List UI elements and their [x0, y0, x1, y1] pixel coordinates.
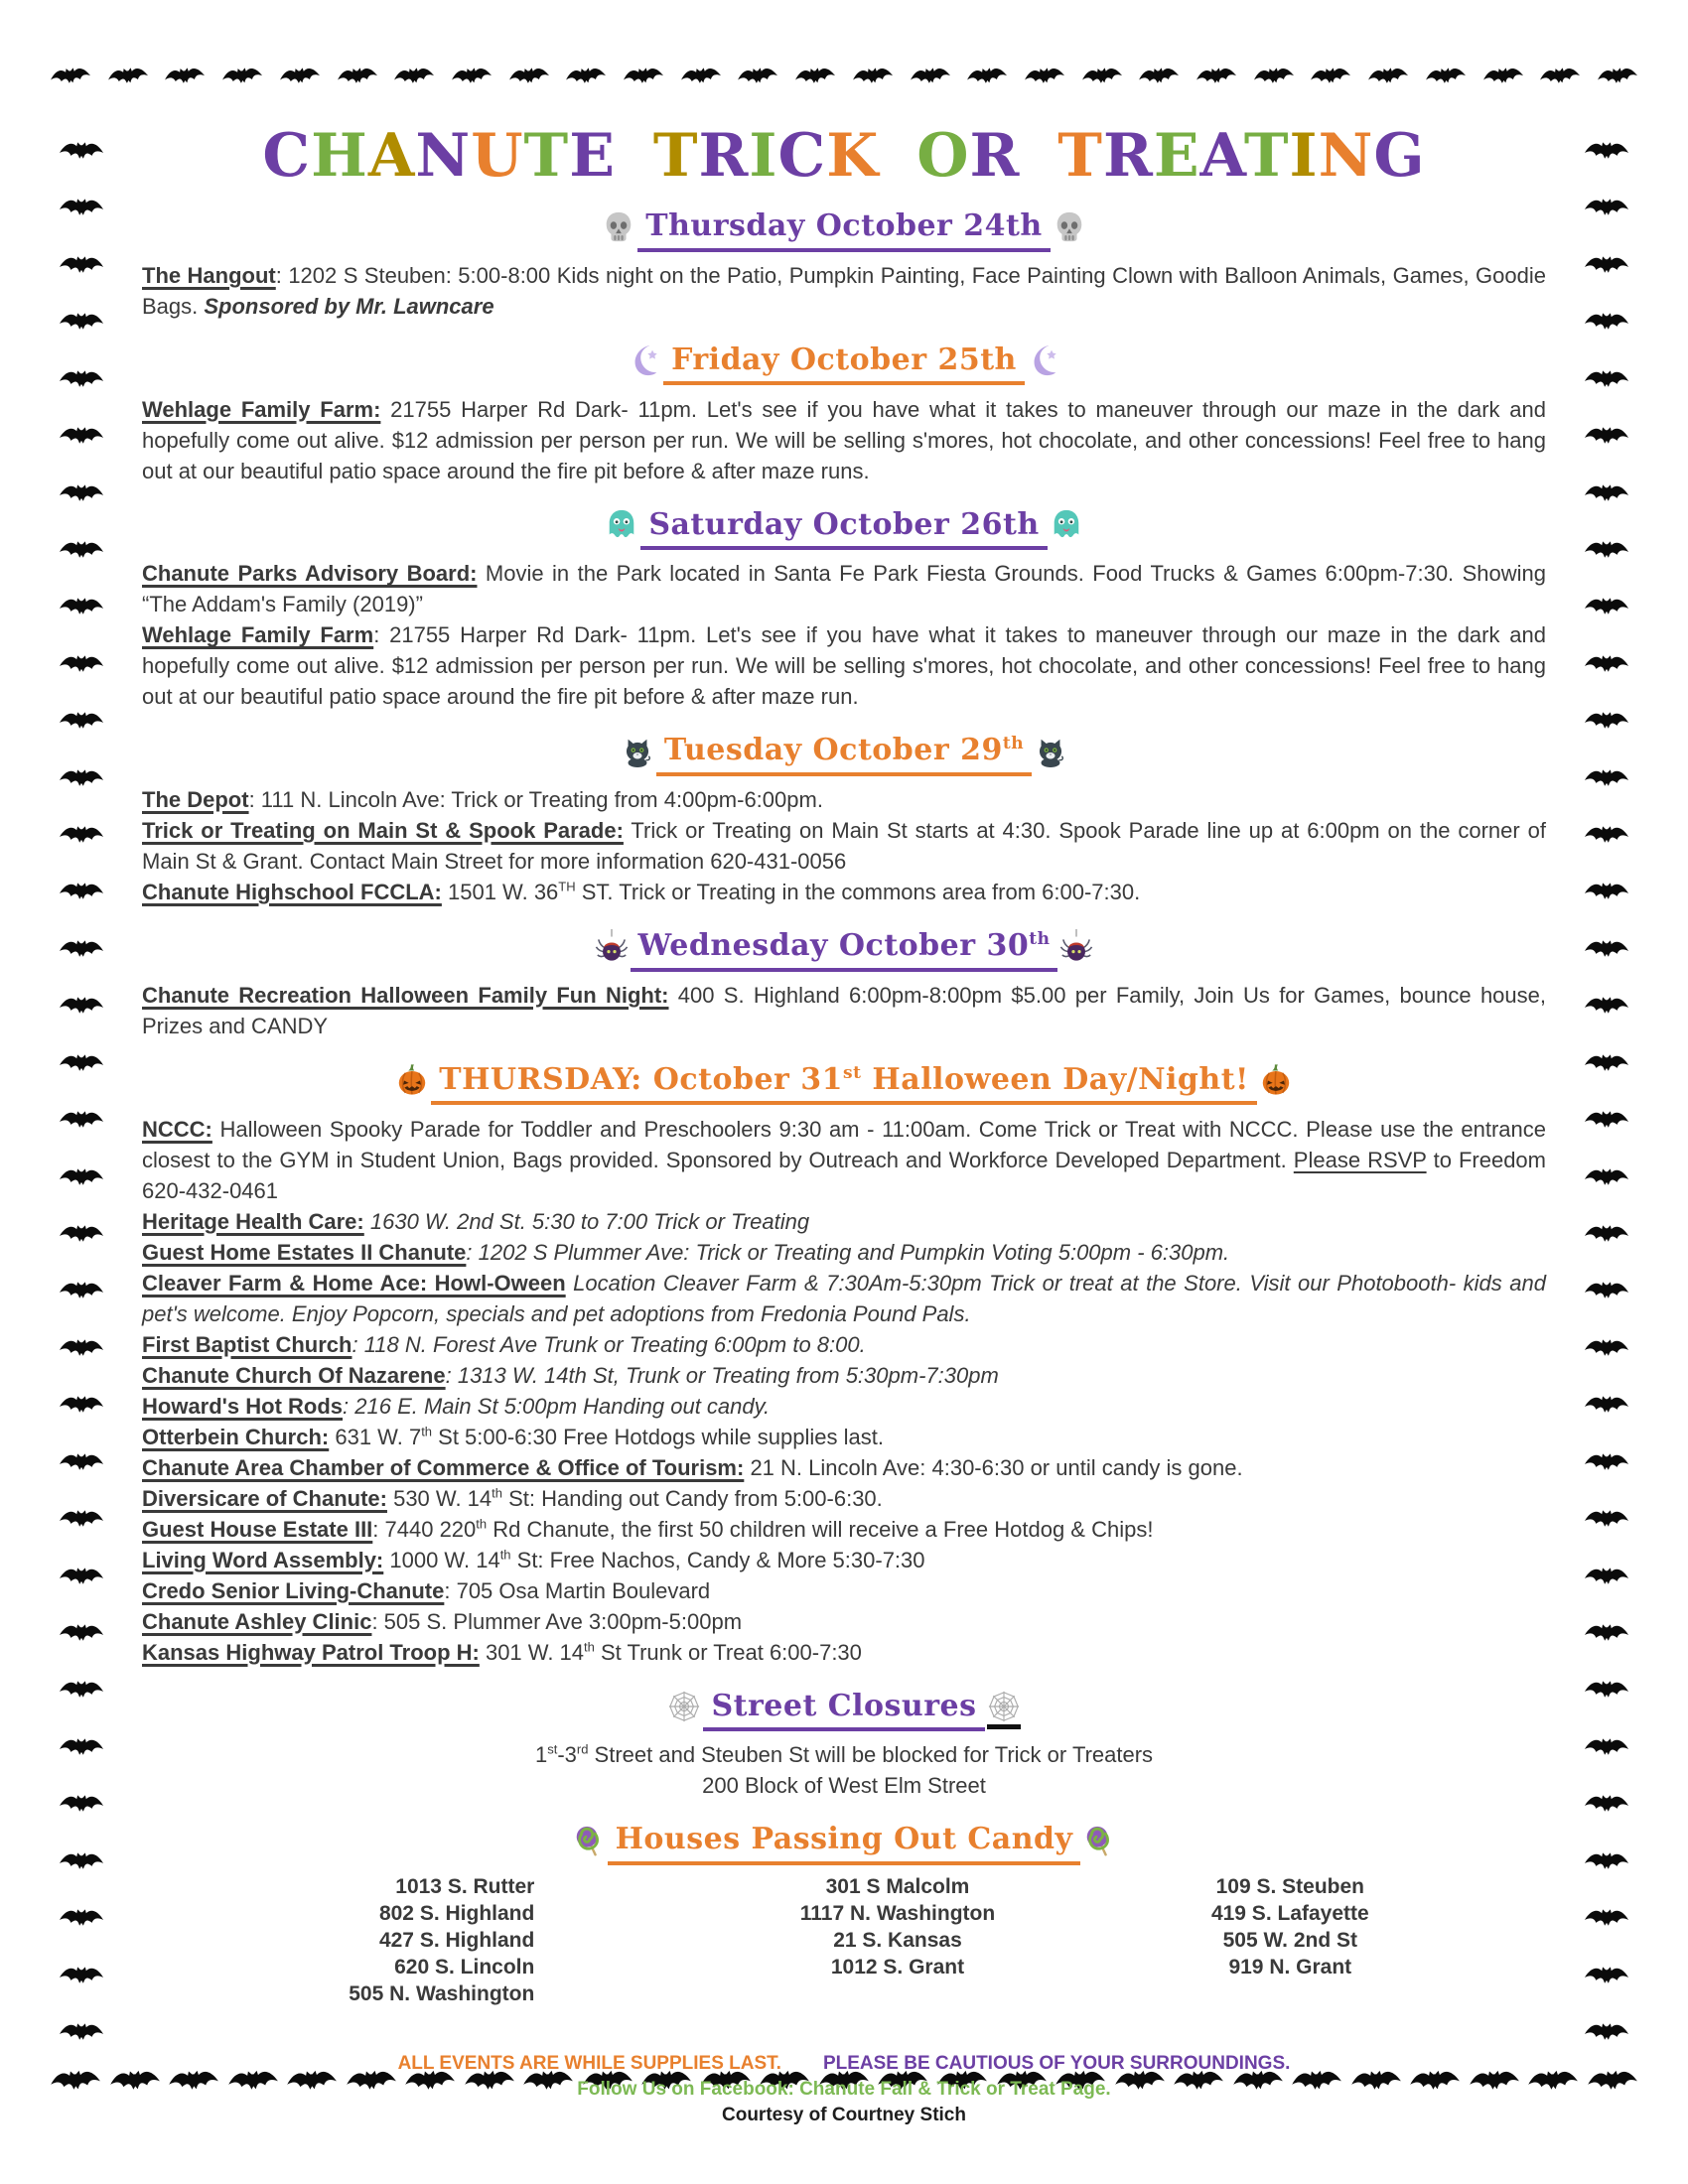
footer-line — [142, 2103, 1546, 2128]
bat-icon — [393, 64, 435, 90]
bat-icon — [1584, 1106, 1629, 1136]
bat-icon — [1584, 593, 1629, 622]
text-segment: Thursday October 24th — [645, 208, 1043, 243]
event-entry — [142, 394, 1546, 486]
bat-icon — [59, 536, 104, 566]
event-label: The Hangout — [142, 262, 276, 288]
bat-icon — [1584, 1847, 1629, 1877]
section-heading-text: Wednesday October 30th — [631, 927, 1058, 972]
skull-icon — [1053, 209, 1086, 243]
title-letter: O — [916, 121, 970, 191]
bat-icon — [59, 650, 104, 680]
bat-icon — [1584, 764, 1629, 794]
event-entry — [142, 1606, 1546, 1637]
section-thu31 — [142, 1061, 1546, 1668]
bat-icon — [279, 64, 321, 90]
bat-icon — [1587, 2065, 1638, 2099]
address-line: 301 S Malcolm — [825, 1875, 970, 1898]
title-letter: R — [698, 121, 750, 191]
event-sections — [142, 207, 1546, 2007]
pumpkin-icon — [395, 1063, 429, 1097]
bat-icon — [59, 365, 104, 395]
event-entry — [142, 980, 1546, 1041]
bat-icon — [1584, 194, 1629, 223]
title-letter: R — [1102, 121, 1154, 191]
bat-icon — [1584, 1790, 1629, 1820]
title-letter: U — [471, 121, 524, 191]
text-segment: : 1202 S Steuben: 5:00-8:00 Kids night on the Patio, Pumpkin Painting, Face Painting Clown with Balloon Animals, Games, Goodie Bags. — [142, 262, 1546, 319]
text-segment: : 118 N. Forest Ave Trunk or Treating 6:00pm to 8:00. — [352, 1331, 866, 1357]
bat-border-left — [52, 137, 111, 2048]
address-line: 505 N. Washington — [349, 1982, 535, 2005]
moon-icon — [628, 343, 661, 377]
section-heading-text — [608, 1821, 1081, 1865]
event-label: Wehlage Family Farm: — [142, 396, 381, 422]
section-heading-inner — [665, 1688, 1022, 1732]
bat-border-top — [50, 64, 1638, 90]
bat-icon — [1584, 1163, 1629, 1193]
bat-icon — [1196, 64, 1237, 90]
section-fri25 — [142, 341, 1546, 486]
text-segment: Trick or Treating on Main St starts at 4:30. Spook Parade line up at 6:00pm on the corner of Main St & Grant. Contact Main Street for more information 620-431-0056 — [142, 818, 1546, 874]
bat-icon — [1584, 821, 1629, 851]
title-letter: H — [311, 121, 368, 191]
section-heading-inner — [570, 1821, 1119, 1865]
event-label: Howard's Hot Rods — [142, 1393, 344, 1419]
event-entry — [142, 1206, 1546, 1237]
bat-icon — [164, 64, 206, 90]
address-column — [701, 1873, 1093, 2007]
text-segment: Sponsored by Mr. Lawncare — [204, 293, 494, 319]
title-letter: I — [1289, 121, 1319, 191]
text-segment: to Freedom 620-432-0461 — [142, 1147, 1546, 1203]
section-heading-inner — [393, 1061, 1295, 1106]
title-letter: G — [1373, 121, 1426, 191]
text-segment: : 111 N. Lincoln Ave: Trick or Treating from 4:00pm-6:00pm. — [248, 787, 823, 812]
section-heading — [142, 506, 1546, 552]
text-segment: 301 W. 14 — [479, 1639, 585, 1665]
text-segment: Street and Steuben St will be blocked for Trick or Treaters — [588, 1742, 1154, 1768]
bat-icon — [59, 251, 104, 281]
text-segment: Friday October 25th — [671, 341, 1017, 377]
bat-icon — [59, 878, 104, 907]
title-letter — [1020, 121, 1057, 191]
bat-icon — [59, 1106, 104, 1136]
text-segment: St Trunk or Treat 6:00-7:30 — [594, 1639, 862, 1665]
bat-icon — [1584, 1277, 1629, 1306]
bat-icon — [1584, 1676, 1629, 1706]
event-entry — [142, 784, 1546, 815]
section-wed30 — [142, 927, 1546, 1041]
bat-icon — [59, 1163, 104, 1193]
bat-icon — [59, 308, 104, 338]
footer-text: Follow Us on Facebook: Chanute Fall & Trick or Treat Page. — [577, 2079, 1111, 2100]
text-segment: 631 W. 7 — [329, 1424, 422, 1449]
event-label: Otterbein Church: — [142, 1424, 330, 1449]
section-heading — [142, 732, 1546, 777]
text-segment: 1630 W. 2nd St. 5:30 to 7:00 Trick or Treating — [363, 1208, 810, 1234]
text-segment: Movie in the Park located in Santa Fe Park Fiesta Grounds. Food Trucks & Games 6:00pm-7:30. Showing “The Addam's Family (2019)” — [142, 561, 1546, 617]
section-heading-text — [703, 1688, 984, 1732]
bat-icon — [1584, 992, 1629, 1022]
section-heading-inner — [600, 207, 1087, 252]
event-entry — [142, 1360, 1546, 1391]
skull-icon — [602, 209, 635, 243]
event-label: Credo Senior Living-Chanute — [142, 1577, 445, 1603]
bat-icon — [59, 479, 104, 509]
text-segment: Location Cleaver Farm & 7:30Am-5:30pm Trick or treat at the Store. Visit our Photobooth- kids and pet's welcome. Enjoy Popcorn, specials and pet adoptions from Fredonia Pound Pals. — [142, 1270, 1546, 1326]
section-heading-inner — [619, 732, 1069, 776]
title-letter: T — [1243, 121, 1290, 191]
section-sat26 — [142, 506, 1546, 713]
bat-icon — [1024, 64, 1065, 90]
section-heading-text: Tuesday October 29th — [656, 732, 1032, 776]
event-label: The Depot — [142, 787, 249, 812]
event-label: NCCC: — [142, 1116, 212, 1142]
text-segment: 21755 Harper Rd Dark- 11pm. Let's see if you have what it takes to maneuver through our maze in the dark and hopefully come out alive. $12 admission per person per run. We will be selling s'mores, hot chocolate, and other concessions! Feel free to hang out at our beautiful patio space around the fire pit before & after maze runs. — [142, 396, 1546, 483]
event-entry — [142, 815, 1546, 877]
section-heading-text — [637, 207, 1050, 252]
event-entry: 1st-3rd Street and Steuben St will be blocked for Trick or Treaters — [534, 1741, 1154, 1768]
section-tue29 — [142, 732, 1546, 907]
address-line: 802 S. Highland — [378, 1902, 535, 1925]
address-line: 427 S. Highland — [378, 1929, 535, 1952]
bat-icon — [1584, 1220, 1629, 1250]
title-letter — [879, 121, 916, 191]
bat-icon — [50, 2065, 101, 2099]
bat-icon — [337, 64, 378, 90]
bat-icon — [59, 1676, 104, 1706]
address-line: 505 W. 2nd St — [1222, 1929, 1357, 1952]
event-label: Chanute Ashley Clinic — [142, 1608, 372, 1634]
text-segment: : 1313 W. 14th St, Trunk or Treating from 5:30pm-7:30pm — [445, 1362, 999, 1388]
text-segment: Rd Chanute, the first 50 children will receive a Free Hotdog & Chips! — [487, 1516, 1154, 1542]
address-line: 21 S. Kansas — [833, 1929, 962, 1952]
text-segment: ST. Trick or Treating in the commons area from 6:00-7:30. — [575, 880, 1141, 904]
footer — [142, 2051, 1546, 2128]
text-segment: : 7440 220 — [372, 1516, 477, 1542]
bat-icon — [966, 64, 1008, 90]
event-label: Chanute Parks Advisory Board: — [142, 561, 478, 587]
bat-icon — [59, 1391, 104, 1421]
bat-icon — [59, 593, 104, 622]
text-segment: 1000 W. 14 — [383, 1547, 500, 1572]
bat-icon — [59, 1563, 104, 1592]
bat-icon — [59, 1847, 104, 1877]
event-label: Living Word Assembly: — [142, 1547, 384, 1572]
bat-icon — [1081, 64, 1123, 90]
title-letter: C — [262, 121, 312, 191]
bat-icon — [1584, 422, 1629, 452]
footer-line — [142, 2051, 1546, 2077]
event-label: Cleaver Farm & Home Ace: Howl-Oween — [142, 1270, 566, 1296]
candy-icon — [1082, 1824, 1116, 1857]
bat-icon — [1482, 64, 1524, 90]
bat-icon — [1584, 1049, 1629, 1079]
moon-icon — [1027, 343, 1060, 377]
text-segment: 400 S. Highland 6:00pm-8:00pm $5.00 per Family, Join Us for Games, bounce house, Prizes and CANDY — [142, 982, 1546, 1038]
title-letter: T — [652, 121, 699, 191]
bat-icon — [1584, 308, 1629, 338]
event-label: Chanute Recreation Halloween Family Fun Night: — [142, 982, 669, 1008]
section-street — [142, 1688, 1546, 1802]
bat-icon — [1584, 707, 1629, 737]
bat-icon — [59, 1220, 104, 1250]
section-heading-inner — [603, 506, 1084, 551]
title-letter: T — [1057, 121, 1103, 191]
address-line: 419 S. Lafayette — [1210, 1902, 1369, 1925]
bat-icon — [1584, 1505, 1629, 1535]
text-segment: 1 — [534, 1742, 548, 1768]
cat-icon — [621, 735, 654, 768]
bat-icon — [1138, 64, 1180, 90]
address-column — [142, 1873, 701, 2007]
footer-line — [142, 2077, 1546, 2103]
title-letter: N — [415, 121, 472, 191]
section-heading — [142, 1821, 1546, 1866]
text-segment: 200 Block of West Elm Street — [702, 1773, 986, 1799]
text-segment: 21 N. Lincoln Ave: 4:30-6:30 or until candy is gone. — [744, 1454, 1243, 1480]
event-entry — [142, 1575, 1546, 1606]
address-columns — [142, 1873, 1546, 2007]
address-column — [1094, 1873, 1546, 2007]
event-label: Wehlage Family Farm — [142, 622, 374, 648]
text-segment: -3 — [557, 1742, 577, 1768]
bat-icon — [59, 992, 104, 1022]
bat-icon — [565, 64, 607, 90]
cat-icon — [1034, 735, 1067, 768]
web-icon — [987, 1690, 1021, 1729]
event-label: Chanute Highschool FCCLA: — [142, 880, 442, 904]
ghost-icon — [605, 508, 638, 542]
text-segment: : 216 E. Main St 5:00pm Handing out candy. — [343, 1393, 771, 1419]
section-heading — [142, 341, 1546, 387]
bat-icon — [1584, 1619, 1629, 1649]
title-letter: A — [1199, 121, 1244, 191]
text-segment: Saturday October 26th — [648, 506, 1040, 542]
event-label: Chanute Area Chamber of Commerce & Office of Tourism: — [142, 1454, 745, 1480]
event-label: Kansas Highway Patrol Troop H: — [142, 1639, 480, 1665]
bat-icon — [623, 64, 664, 90]
title-letter: I — [749, 121, 778, 191]
spider-icon — [595, 929, 629, 963]
text-segment: 530 W. 14 — [386, 1485, 492, 1511]
footer-text: PLEASE BE CAUTIOUS OF YOUR SURROUNDINGS. — [822, 2053, 1291, 2074]
address-line: 919 N. Grant — [1228, 1956, 1352, 1979]
event-entry — [142, 558, 1546, 619]
address-line: 1012 S. Grant — [830, 1956, 965, 1979]
text-segment: : 505 S. Plummer Ave 3:00pm-5:00pm — [371, 1608, 743, 1634]
text-segment: 1501 W. 36 — [441, 880, 559, 904]
bat-icon — [508, 64, 550, 90]
text-segment: St: Handing out Candy from 5:00-6:30. — [502, 1485, 883, 1511]
bat-icon — [1584, 1962, 1629, 1991]
event-label: Diversicare of Chanute: — [142, 1485, 387, 1511]
bat-icon — [221, 64, 263, 90]
bat-icon — [1597, 64, 1638, 90]
bat-icon — [1584, 365, 1629, 395]
event-entry — [142, 1452, 1546, 1483]
section-heading-inner — [626, 341, 1062, 386]
event-label: Guest Home Estates II Chanute — [142, 1239, 467, 1265]
bat-icon — [59, 1448, 104, 1478]
text-segment: Wednesday October 30 — [637, 928, 1030, 963]
bat-border-right — [1577, 137, 1636, 2048]
bat-icon — [1584, 1904, 1629, 1934]
title-letter — [616, 121, 653, 191]
text-segment: Houses Passing Out Candy — [615, 1822, 1073, 1857]
event-entry: Guest House Estate III: 7440 220th Rd Chanute, the first 50 children will receive a Free Hotdog & Chips! — [142, 1516, 1154, 1542]
section-heading — [142, 207, 1546, 253]
bat-icon — [59, 764, 104, 794]
bat-icon — [59, 1790, 104, 1820]
event-entry: Kansas Highway Patrol Troop H: 301 W. 14th St Trunk or Treat 6:00-7:30 — [142, 1639, 862, 1665]
title-letter: K — [826, 121, 880, 191]
pumpkin-icon — [1259, 1063, 1293, 1097]
bat-icon — [1584, 2018, 1629, 2048]
event-entry — [142, 1268, 1546, 1329]
bat-icon — [1584, 1563, 1629, 1592]
bat-icon — [1539, 64, 1581, 90]
bat-icon — [1584, 878, 1629, 907]
text-segment: THURSDAY: October 31 — [439, 1061, 844, 1097]
bat-icon — [1584, 1391, 1629, 1421]
bat-icon — [59, 1962, 104, 1991]
text-segment: Halloween Spooky Parade for Toddler and Preschoolers 9:30 am - 11:00am. Come Trick or Treat with NCCC. Please use the entrance closest to the GYM in Student Union, Bags provided. Sponsored by Outreach and Workforce Developed Department. — [142, 1116, 1546, 1172]
event-entry — [142, 1329, 1546, 1360]
section-heading — [142, 1688, 1546, 1733]
bat-icon — [50, 64, 91, 90]
bat-icon — [59, 194, 104, 223]
event-entry: Chanute Highschool FCCLA: 1501 W. 36TH ST. Trick or Treating in the commons area from 6:00-7:30. — [142, 879, 1141, 904]
text-segment: St: Free Nachos, Candy & More 5:30-7:30 — [510, 1547, 925, 1572]
event-entry — [142, 619, 1546, 712]
section-thu24 — [142, 207, 1546, 322]
section-heading-text — [663, 341, 1025, 386]
bat-icon — [1584, 650, 1629, 680]
candy-icon — [572, 1824, 606, 1857]
address-line: 1013 S. Rutter — [395, 1875, 535, 1898]
bat-icon — [1584, 137, 1629, 167]
text-segment: : 21755 Harper Rd Dark- 11pm. Let's see if you have what it takes to maneuver through our maze in the dark and hopefully come out alive. $12 admission per person per run. We will be selling s'mores, hot chocolate, and other concessions! Feel free to hang out at our beautiful patio space around the fire pit before & after maze run. — [142, 622, 1547, 710]
section-heading-inner — [593, 927, 1096, 972]
event-entry: Living Word Assembly: 1000 W. 14th St: Free Nachos, Candy & More 5:30-7:30 — [142, 1547, 925, 1572]
flyer-content — [142, 99, 1546, 2128]
title-letter: T — [523, 121, 570, 191]
event-label: Guest House Estate III — [142, 1516, 373, 1542]
footer-text: ALL EVENTS ARE WHILE SUPPLIES LAST. — [397, 2053, 781, 2074]
title-letter: E — [1153, 121, 1200, 191]
web-icon — [667, 1690, 701, 1723]
bat-icon — [1584, 536, 1629, 566]
footer-text: Courtesy of Courtney Stich — [722, 2105, 966, 2125]
bat-icon — [1584, 1733, 1629, 1763]
bat-icon — [1584, 935, 1629, 965]
bat-icon — [1584, 479, 1629, 509]
bat-icon — [852, 64, 894, 90]
bat-icon — [59, 821, 104, 851]
spider-icon — [1059, 929, 1093, 963]
bat-icon — [59, 1049, 104, 1079]
address-line: 1117 N. Washington — [799, 1902, 996, 1925]
bat-icon — [59, 1733, 104, 1763]
bat-icon — [1584, 1448, 1629, 1478]
bat-icon — [59, 1904, 104, 1934]
bat-icon — [451, 64, 492, 90]
title-letter: N — [1318, 121, 1374, 191]
event-entry — [142, 1770, 1546, 1801]
address-line: 620 S. Lincoln — [394, 1956, 535, 1979]
bat-icon — [59, 1505, 104, 1535]
bat-icon — [737, 64, 778, 90]
event-label: Heritage Health Care: — [142, 1208, 364, 1234]
title-letter: E — [569, 121, 616, 191]
bat-icon — [1310, 64, 1351, 90]
section-heading-text: THURSDAY: October 31st Halloween Day/Night! — [431, 1061, 1257, 1106]
section-heading — [142, 1061, 1546, 1107]
event-entry — [142, 260, 1546, 322]
ghost-icon — [1050, 508, 1083, 542]
bat-icon — [1425, 64, 1467, 90]
bat-icon — [59, 1619, 104, 1649]
text-segment: Street Closures — [711, 1688, 977, 1723]
event-entry — [142, 1391, 1546, 1422]
bat-icon — [910, 64, 951, 90]
page-title — [142, 121, 1546, 191]
event-label: Trick or Treating on Main St & Spook Parade: — [142, 818, 624, 843]
bat-icon — [107, 64, 149, 90]
event-entry — [142, 1114, 1546, 1206]
bat-icon — [794, 64, 836, 90]
event-entry: Diversicare of Chanute: 530 W. 14th St: Handing out Candy from 5:00-6:30. — [142, 1485, 883, 1511]
bat-icon — [1584, 1334, 1629, 1364]
text-segment: St 5:00-6:30 Free Hotdogs while supplies last. — [432, 1424, 884, 1449]
bat-icon — [59, 422, 104, 452]
section-heading — [142, 927, 1546, 973]
text-segment: : 1202 S Plummer Ave: Trick or Treating and Pumpkin Voting 5:00pm - 6:30pm. — [466, 1239, 1230, 1265]
bat-icon — [1253, 64, 1295, 90]
bat-icon — [59, 2018, 104, 2048]
title-letter: C — [777, 121, 827, 191]
bat-icon — [680, 64, 722, 90]
section-heading-text — [640, 506, 1047, 551]
text-segment: Please RSVP — [1293, 1147, 1427, 1172]
bat-icon — [59, 1277, 104, 1306]
bat-icon — [1367, 64, 1409, 90]
section-houses — [142, 1821, 1546, 2007]
bat-icon — [59, 137, 104, 167]
text-segment: Tuesday October 29 — [663, 733, 1003, 768]
bat-icon — [1584, 251, 1629, 281]
bat-icon — [59, 1334, 104, 1364]
text-segment: Halloween Day/Night! — [861, 1061, 1249, 1097]
event-label: First Baptist Church — [142, 1331, 352, 1357]
address-line: 109 S. Steuben — [1215, 1875, 1365, 1898]
title-letter: R — [969, 121, 1021, 191]
event-label: Chanute Church Of Nazarene — [142, 1362, 446, 1388]
text-segment: : 705 Osa Martin Boulevard — [444, 1577, 711, 1603]
bat-icon — [59, 935, 104, 965]
bat-icon — [59, 707, 104, 737]
event-entry — [142, 1237, 1546, 1268]
title-letter: A — [367, 121, 416, 191]
event-entry: Otterbein Church: 631 W. 7th St 5:00-6:30 Free Hotdogs while supplies last. — [142, 1424, 884, 1449]
